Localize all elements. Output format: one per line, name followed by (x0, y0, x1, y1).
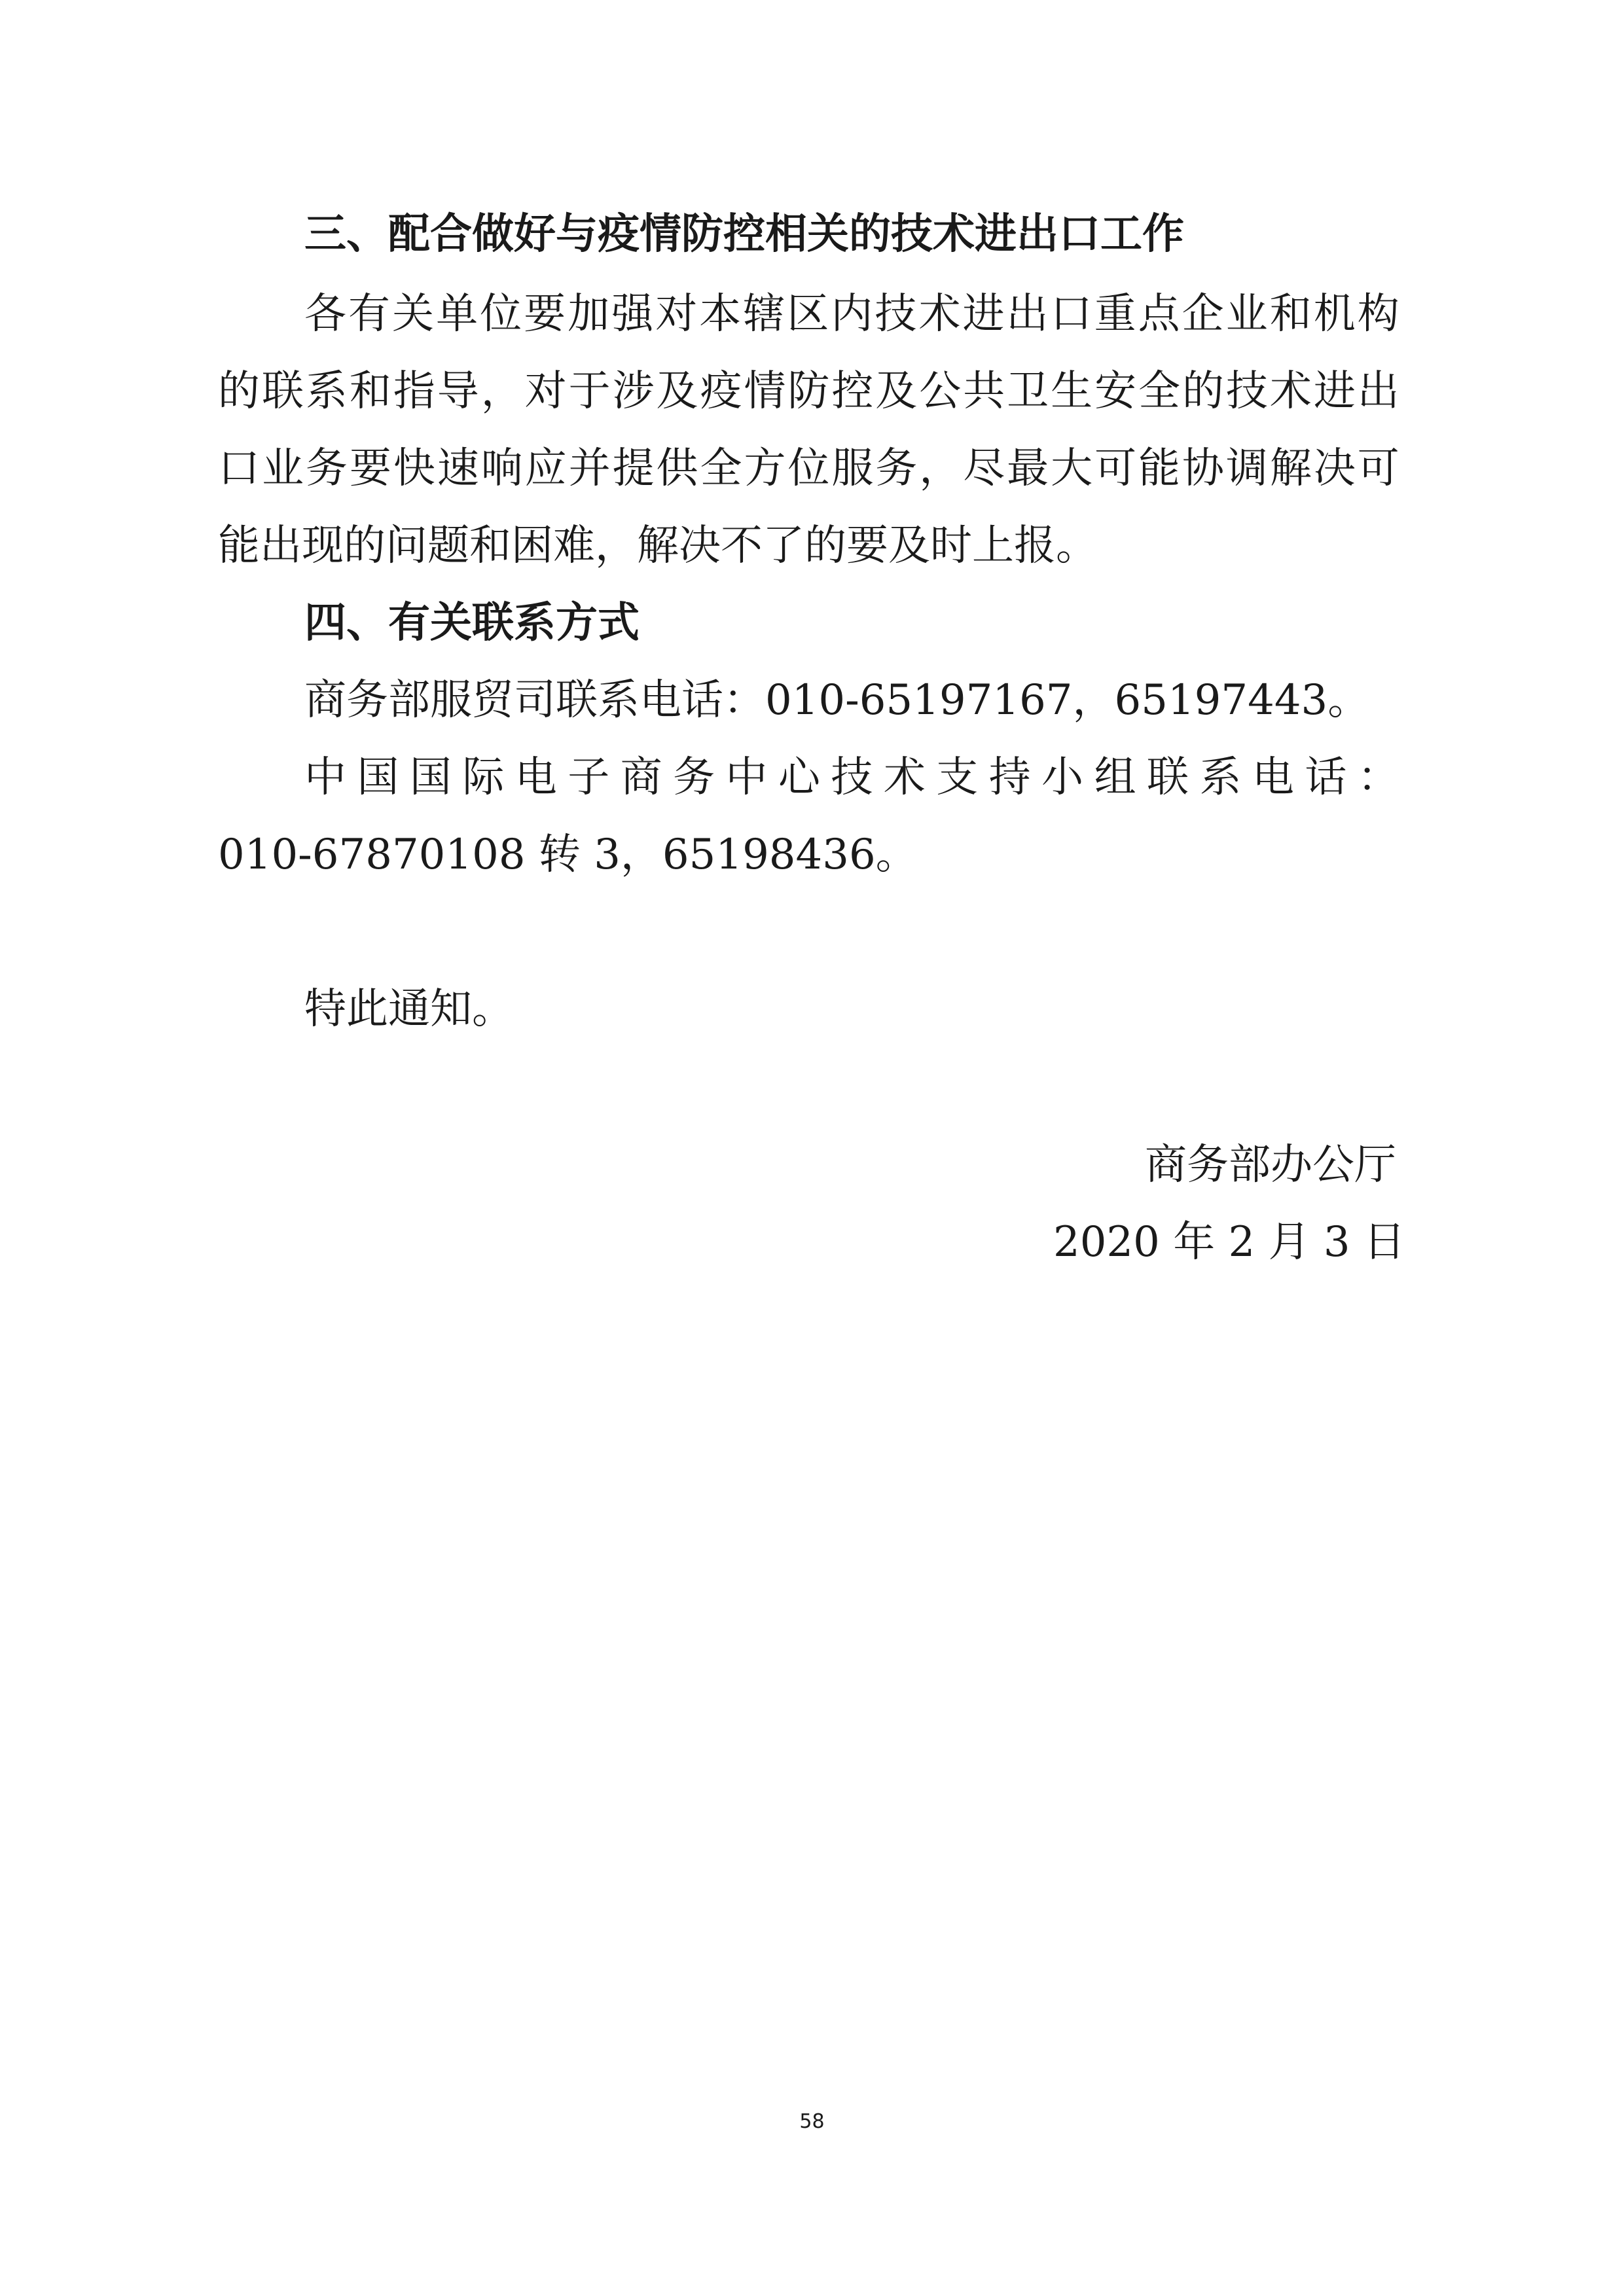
contact-line-ecommerce-center-label: 中 国 国 际 电 子 商 务 中 心 技 术 支 持 小 组 联 系 电 话 ： (304, 753, 1399, 802)
section-3-paragraph-line-1: 各 有 关 单 位 要 加 强 对 本 辖 区 内 技 术 进 出 口 重 点 企 业 和 机 构 (304, 290, 1399, 338)
section-3-paragraph-line-3: 口 业 务 要 快 速 响 应 并 提 供 全 方 位 服 务 ， 尽 最 大 可 能 协 调 解 决 可 (218, 444, 1399, 493)
issuer-name: 商务部办公厅 (1145, 1141, 1396, 1189)
section-3-paragraph-line-4: 能出现的问题和困难，解决不了的要及时上报。 (218, 522, 1098, 570)
section-3-heading: 三、配合做好与疫情防控相关的技术进出口工作 (304, 210, 1184, 259)
page-number: 58 (799, 2110, 825, 2133)
contact-line-ecommerce-center-phones: 010-67870108 转 3，65198436。 (218, 831, 918, 879)
section-4-heading: 四、有关联系方式 (304, 599, 640, 647)
closing-text: 特此通知。 (304, 985, 514, 1033)
section-3-paragraph-line-2: 的 联 系 和 指 导 ， 对 于 涉 及 疫 情 防 控 及 公 共 卫 生 安 全 的 技 术 进 出 (218, 367, 1399, 416)
issue-date: 2020 年 2 月 3 日 (1053, 1218, 1405, 1266)
contact-line-commerce-ministry: 商务部服贸司联系电话：010-65197167，65197443。 (304, 676, 1370, 725)
